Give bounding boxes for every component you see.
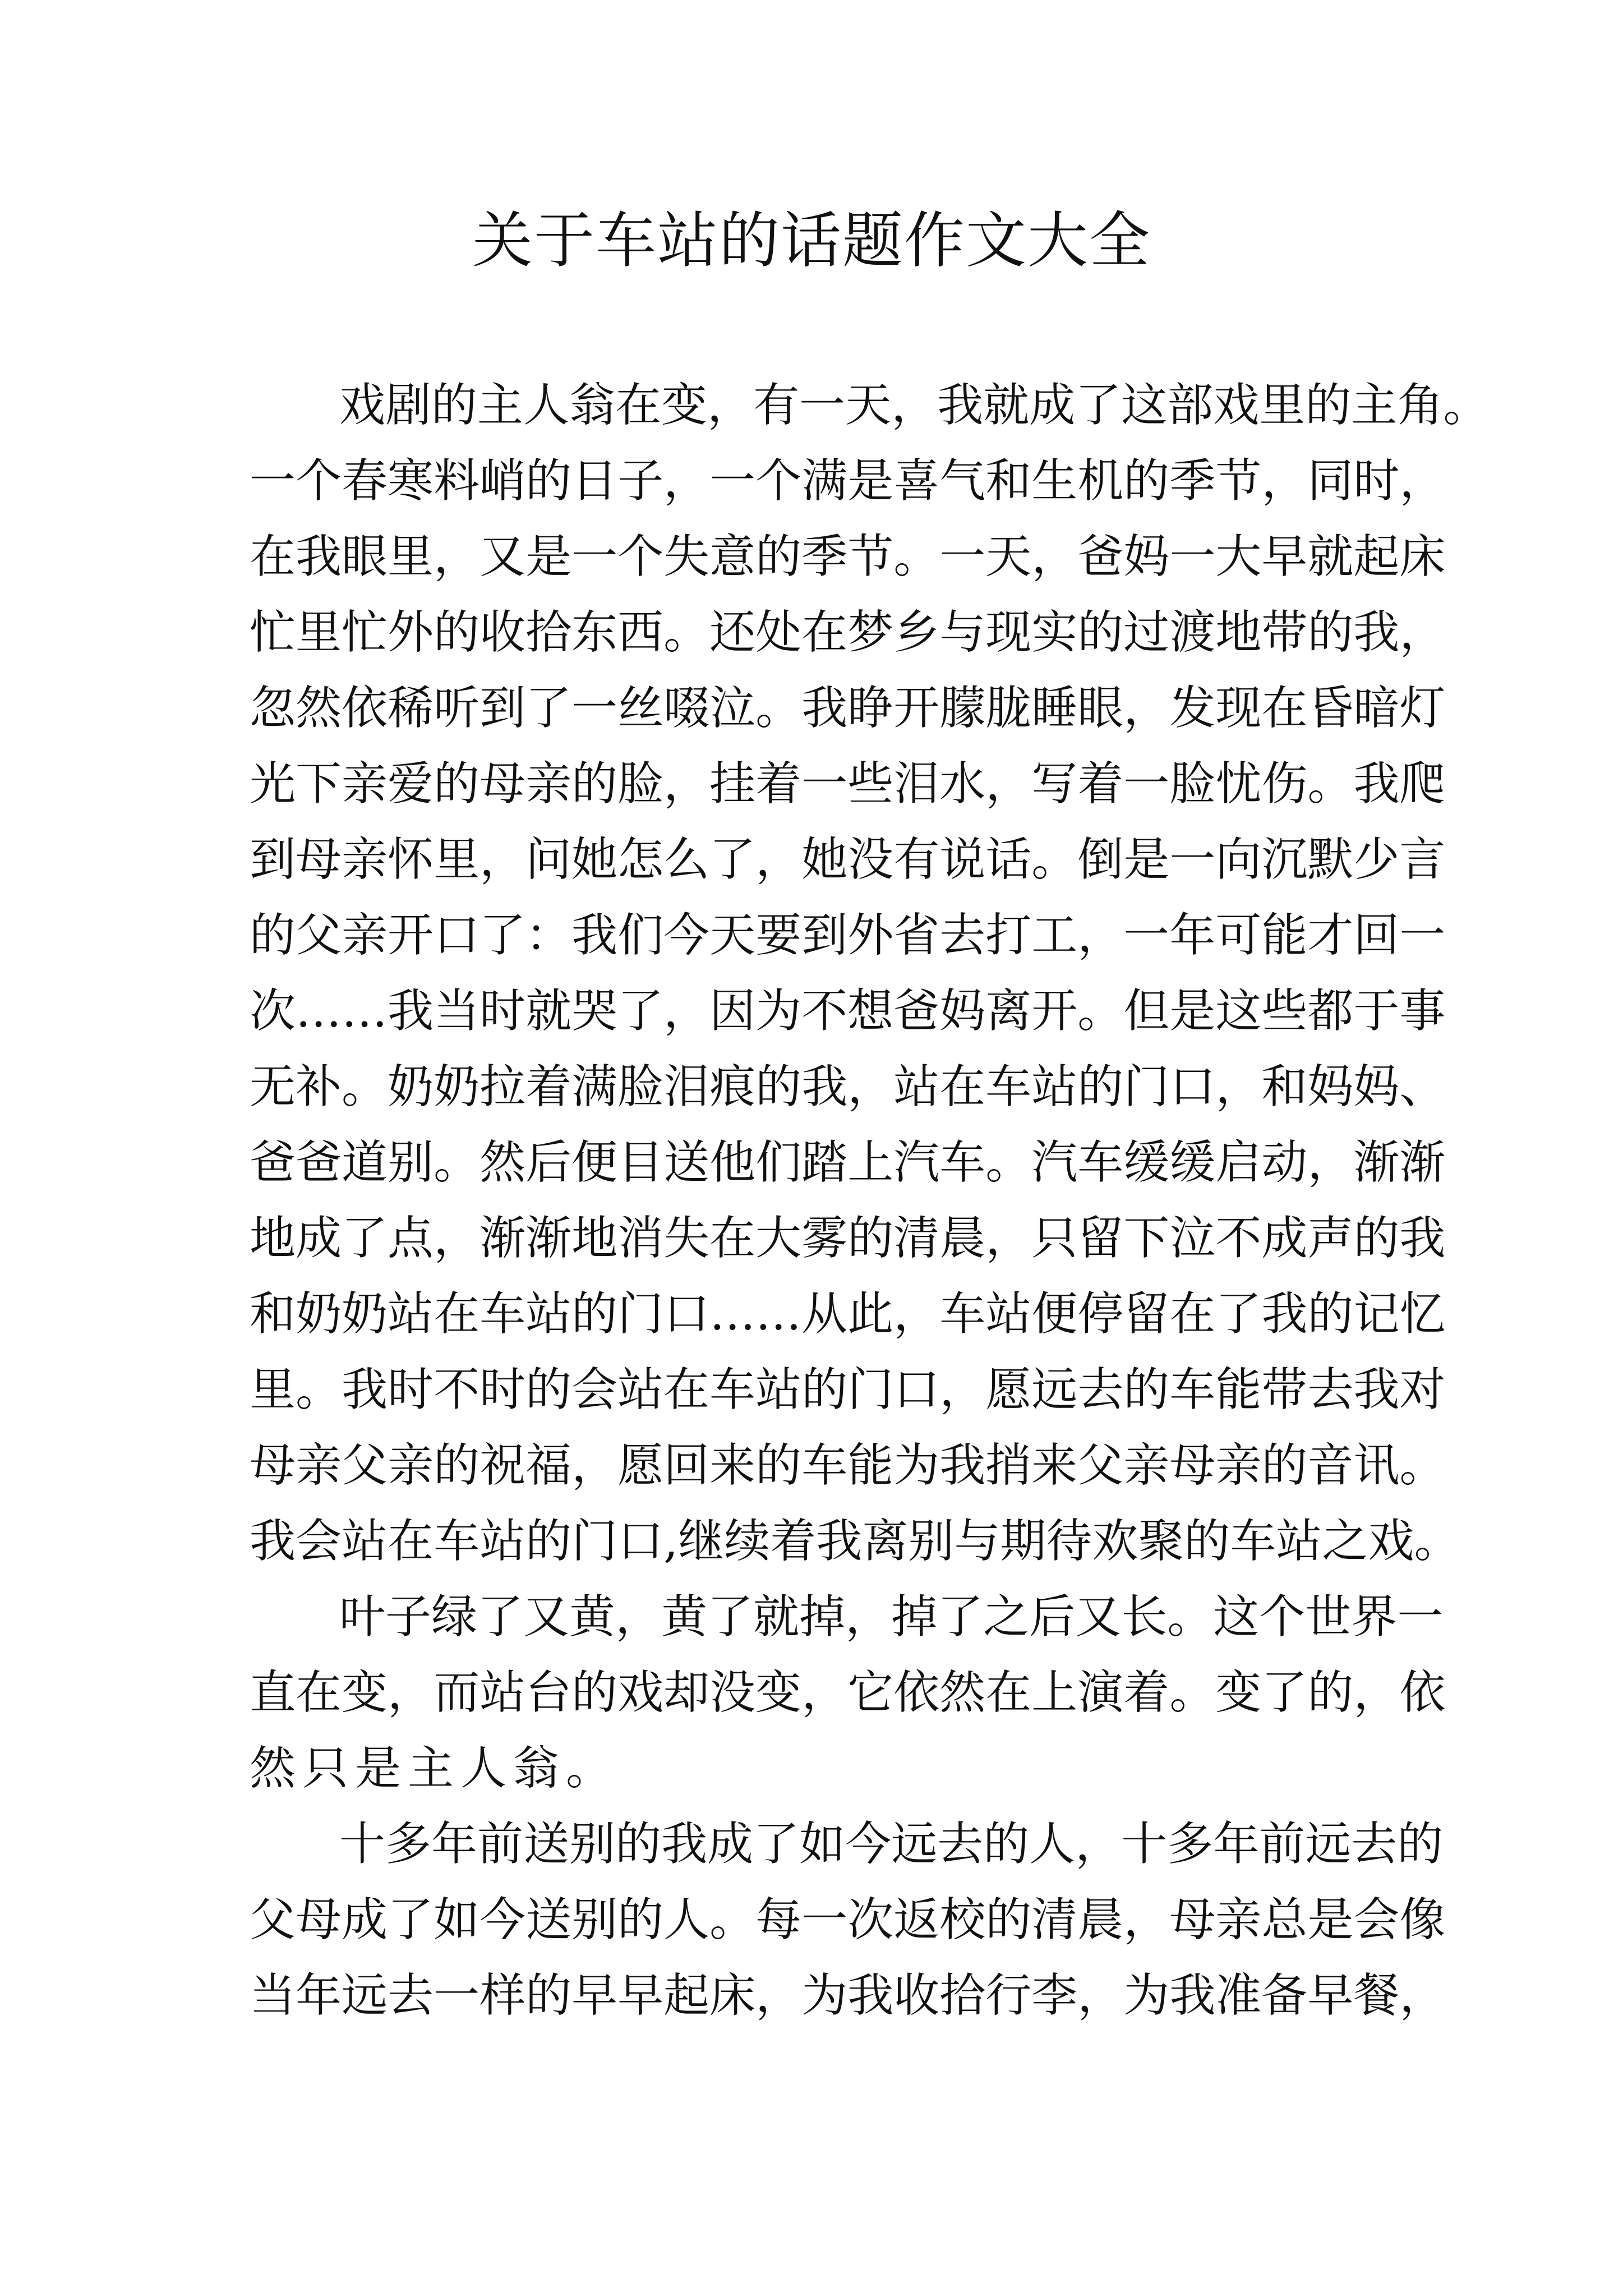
body-text-line: 次 … … 我 当 时 就 哭 了 ， 因 为 不 想 爸 妈 离 开 。 但 是 这 些 都 于 事 [250, 984, 1446, 1038]
body-text-line: 和 奶 奶 站 在 车 站 的 门 口 … … 从 此 ， 车 站 便 停 留 在 了 我 的 记 忆 [250, 1287, 1446, 1341]
body-text-line: 爸 爸 道 别 。 然 后 便 目 送 他 们 踏 上 汽 车 。 汽 车 缓 缓 启 动 ， 渐 渐 [250, 1136, 1446, 1189]
body-text-line: 光 下 亲 爱 的 母 亲 的 脸 ， 挂 着 一 些 泪 水 ， 写 着 一 脸 忧 伤 。 我 爬 [250, 757, 1446, 811]
body-text-line: 里 。 我 时 不 时 的 会 站 在 车 站 的 门 口 ， 愿 远 去 的 车 能 带 去 我 对 [250, 1363, 1446, 1416]
body-text-line: 父 母 成 了 如 今 送 别 的 人 。 每 一 次 返 校 的 清 晨 ， 母 亲 总 是 会 像 [250, 1893, 1446, 1947]
body-text-line: 的 父 亲 开 口 了 ： 我 们 今 天 要 到 外 省 去 打 工 ， 一 年 可 能 才 回 一 [250, 909, 1446, 962]
document-title: 关于车站的话题作文大全 [472, 206, 1151, 276]
body-text-line: 无 补 。 奶 奶 拉 着 满 脸 泪 痕 的 我 ， 站 在 车 站 的 门 口 ， 和 妈 妈 、 [250, 1060, 1446, 1114]
document-body [250, 367, 1490, 2033]
body-text-line: 戏 剧 的 主 人 翁 在 变 ， 有 一 天 ， 我 就 成 了 这 部 戏 里 的 主 角 。 [339, 379, 1490, 432]
body-text-line: 我 会 站 在 车 站 的 门 口 , 继 续 着 我 离 别 与 期 待 欢 聚 的 车 站 之 戏 。 [250, 1515, 1460, 1568]
body-text-line: 忙 里 忙 外 的 收 拾 东 西 。 还 处 在 梦 乡 与 现 实 的 过 渡 地 带 的 我 ， [250, 606, 1446, 659]
body-text-line: 十 多 年 前 送 别 的 我 成 了 如 今 远 去 的 人 ， 十 多 年 前 远 去 的 [339, 1818, 1444, 1871]
body-text-line: 母 亲 父 亲 的 祝 福 ， 愿 回 来 的 车 能 为 我 捎 来 父 亲 母 亲 的 音 讯 。 [250, 1439, 1446, 1492]
body-text-line: 一 个 春 寒 料 峭 的 日 子 ， 一 个 满 是 喜 气 和 生 机 的 季 节 ， 同 时 ， [250, 454, 1446, 508]
body-text-line: 忽 然 依 稀 听 到 了 一 丝 啜 泣 。 我 睁 开 朦 胧 睡 眼 ， 发 现 在 昏 暗 灯 [250, 682, 1446, 735]
body-text-line: 叶 子 绿 了 又 黄 ， 黄 了 就 掉 ， 掉 了 之 后 又 长 。 这 个 世 界 一 [339, 1590, 1444, 1644]
body-text-line: 然只是主人翁。 [250, 1742, 619, 1795]
body-text-line: 到 母 亲 怀 里 ， 问 她 怎 么 了 ， 她 没 有 说 话 。 倒 是 一 向 沉 默 少 言 [250, 833, 1446, 886]
body-text-line: 地 成 了 点 ， 渐 渐 地 消 失 在 大 雾 的 清 晨 ， 只 留 下 泣 不 成 声 的 我 [250, 1212, 1446, 1265]
body-text-line: 在 我 眼 里 ， 又 是 一 个 失 意 的 季 节 。 一 天 ， 爸 妈 一 大 早 就 起 床 [250, 530, 1446, 583]
body-text-line: 当 年 远 去 一 样 的 早 早 起 床 ， 为 我 收 拾 行 李 ， 为 我 准 备 早 餐 ， [250, 1969, 1446, 2022]
body-text-line: 直 在 变 ， 而 站 台 的 戏 却 没 变 ， 它 依 然 在 上 演 着 。 变 了 的 ， 依 [250, 1666, 1446, 1719]
